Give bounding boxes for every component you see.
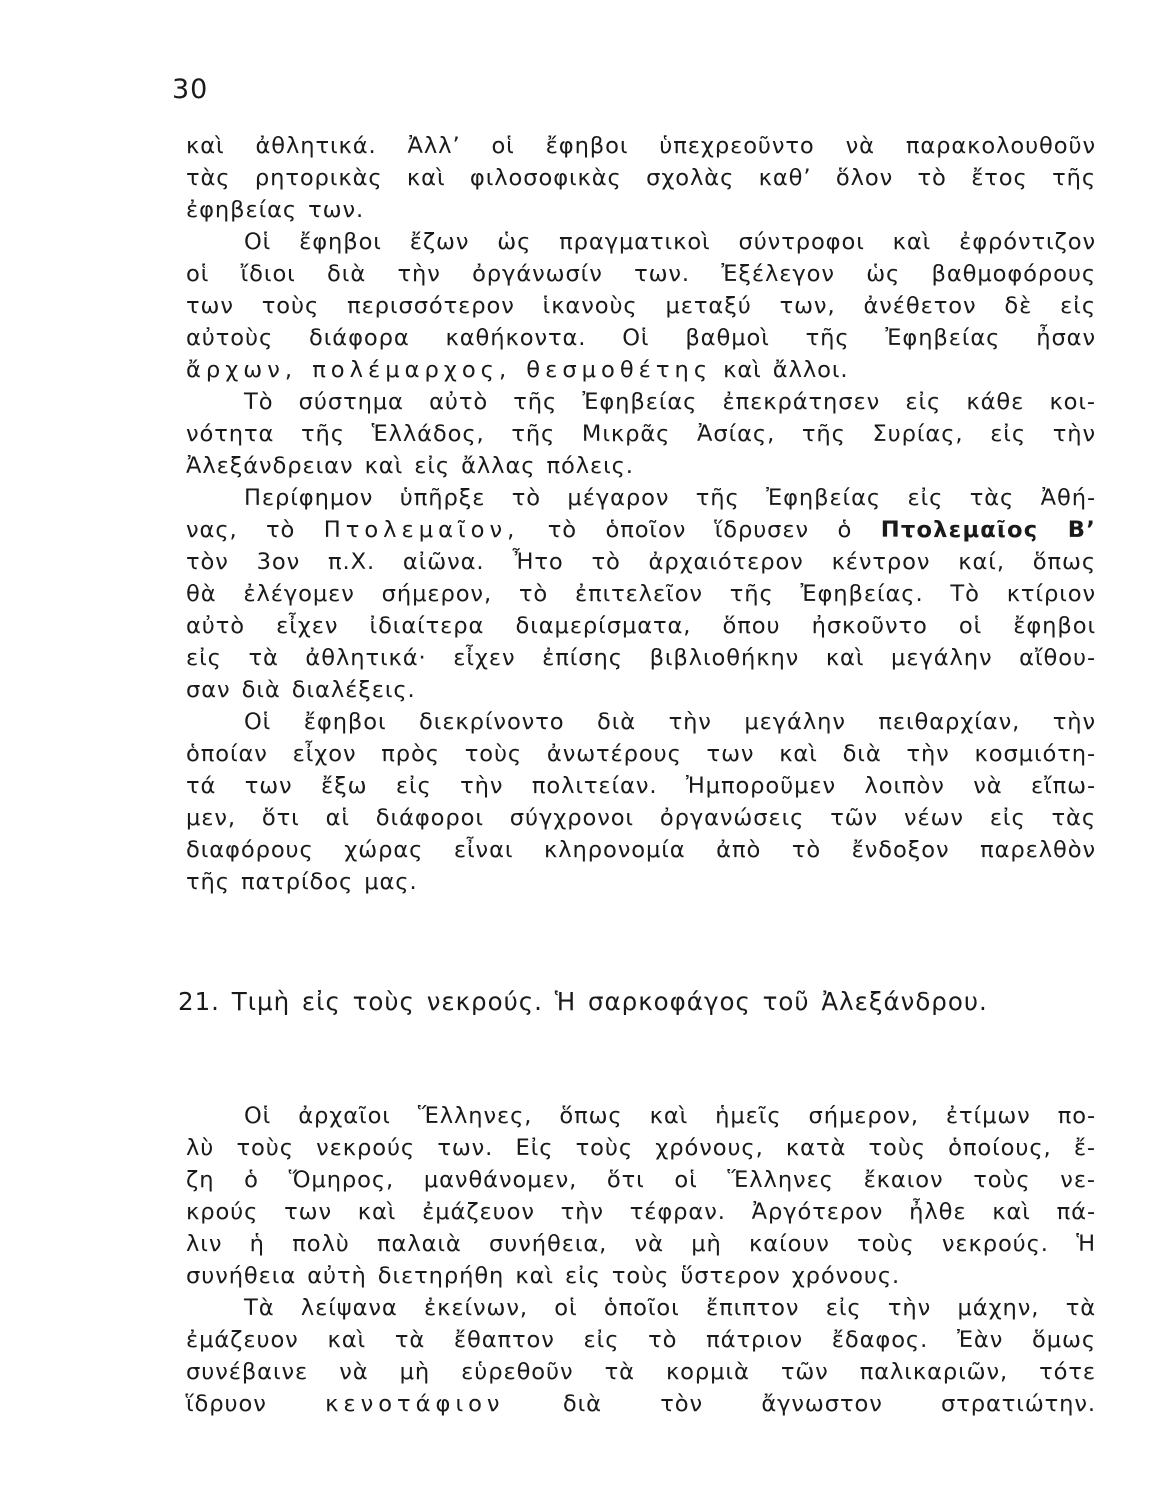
text-line [186,578,1096,610]
text-span: Τὸ σύστημα αὐτὸ τῆς Ἐφηβείας ἐπεκράτησεν εἰς κάθε κοι- [244,389,1096,415]
text-line [186,1228,1096,1260]
text-span: νότητα τῆς Ἑλλάδος, τῆς Μικρᾶς Ἀσίας, τῆς Συρίας, εἰς τὴν [186,421,1096,447]
text-span: των τοὺς περισσότερον ἱκανοὺς μεταξύ των, ἀνέθετον δὲ εἰς [186,293,1096,319]
text-span: θὰ ἐλέγομεν σήμερον, τὸ ἐπιτελεῖον τῆς Ἐφηβείας. Τὸ κτίριον [186,581,1096,607]
section-21-text [186,1100,1096,1420]
page-number: 30 [172,74,209,105]
text-span: Οἱ ἔφηβοι διεκρίνοντο διὰ τὴν μεγάλην πειθαρχίαν, τὴν [244,709,1096,735]
text-span: Περίφημον ὑπῆρξε τὸ μέγαρον τῆς Ἐφηβείας εἰς τὰς Ἀθή- [244,485,1096,511]
text-span: Τὰ λείψανα ἐκείνων, οἱ ὁποῖοι ἔπιπτον εἰς τὴν μάχην, τὰ [244,1295,1096,1321]
text-span: Οἱ ἀρχαῖοι Ἕλληνες, ὅπως καὶ ἡμεῖς σήμερον, ἐτίμων πο- [244,1103,1096,1129]
text-line [186,1324,1096,1356]
text-line [186,1260,1096,1292]
section-20-text [186,130,1096,898]
text-span: διὰ τὸν ἄγνωστον στρατιώτην. [504,1391,1096,1417]
text-line [186,290,1096,322]
text-line [186,162,1096,194]
text-span: ἐφηβείας των. [186,197,365,223]
text-span: κρούς των καὶ ἐμάζευον τὴν τέφραν. Ἀργότερον ἦλθε καὶ πά- [186,1199,1096,1225]
text-span: ὁποίαν εἶχον πρὸς τοὺς ἀνωτέρους των καὶ διὰ τὴν κοσμιότη- [186,741,1096,767]
text-line [186,1196,1096,1228]
text-span: συνήθεια αὐτὴ διετηρήθη καὶ εἰς τοὺς ὕστερον χρόνους. [186,1263,901,1289]
text-span: αὐτὸ εἶχεν ἰδιαίτερα διαμερίσματα, ὅπου ἠσκοῦντο οἱ ἔφηβοι [186,613,1096,639]
text-line [186,514,1096,546]
text-line [186,546,1096,578]
text-span: λιν ἡ πολὺ παλαιὰ συνήθεια, νὰ μὴ καίουν τοὺς νεκρούς. Ἡ [186,1231,1096,1257]
section-21-heading: 21. Τιμὴ εἰς τοὺς νεκρούς. Ἡ σαρκοφάγος τοῦ Ἀλεξάνδρου. [178,987,988,1016]
text-line [186,610,1096,642]
text-line [186,354,1096,386]
text-span: ζη ὁ Ὅμηρος, μανθάνομεν, ὅτι οἱ Ἕλληνες ἔκαιον τοὺς νε- [186,1167,1096,1193]
text-line [186,194,1096,226]
text-span: μεν, ὅτι αἱ διάφοροι σύγχρονοι ὀργανώσεις τῶν νέων εἰς τὰς [186,805,1096,831]
text-span: νας, τὸ [186,517,296,543]
text-line [186,386,1096,418]
text-line [186,1356,1096,1388]
text-line [186,322,1096,354]
text-line [186,482,1096,514]
text-span: τὸν 3ον π.Χ. αἰῶνα. Ἦτο τὸ ἀρχαιότερον κέντρον καί, ὅπως [186,549,1096,575]
text-span: ἄρχων, πολέμαρχος, θεσμοθέτης [186,357,713,383]
text-line [186,706,1096,738]
text-line [186,1292,1096,1324]
text-line [186,770,1096,802]
text-span: τὸ ὁποῖον ἵδρυσεν ὁ [519,517,881,543]
text-span: Πτολεμαῖος Β’ [880,517,1096,543]
text-span: ἐμάζευον καὶ τὰ ἔθαπτον εἰς τὸ πάτριον ἔδαφος. Ἐὰν ὅμως [186,1327,1096,1353]
text-span: κενοτάφιον [325,1391,505,1417]
text-line [186,1388,1096,1420]
text-line [186,674,1096,706]
text-line [186,1100,1096,1132]
text-line [186,258,1096,290]
text-span: Οἱ ἔφηβοι ἔζων ὡς πραγματικοὶ σύντροφοι καὶ ἐφρόντιζον [244,229,1096,255]
text-span: οἱ ἴδιοι διὰ τὴν ὀργάνωσίν των. Ἐξέλεγον ὡς βαθμοφόρους [186,261,1096,287]
text-span: αὐτοὺς διάφορα καθήκοντα. Οἱ βαθμοὶ τῆς Ἐφηβείας ἦσαν [186,325,1096,351]
text-line [186,450,1096,482]
text-span: λὺ τοὺς νεκρούς των. Εἰς τοὺς χρόνους, κατὰ τοὺς ὁποίους, ἔ- [186,1135,1096,1161]
text-line [186,226,1096,258]
text-span: εἰς τὰ ἀθλητικά· εἶχεν ἐπίσης βιβλιοθήκην καὶ μεγάλην αἴθου- [186,645,1096,671]
text-line [186,418,1096,450]
text-span: τῆς πατρίδος μας. [186,869,418,895]
text-span: Ἀλεξάνδρειαν καὶ εἰς ἄλλας πόλεις. [186,453,634,479]
text-span: καὶ ἄλλοι. [712,357,849,383]
text-span: διαφόρους χώρας εἶναι κληρονομία ἀπὸ τὸ ἔνδοξον παρελθὸν [186,837,1096,863]
text-span: συνέβαινε νὰ μὴ εὑρεθοῦν τὰ κορμιὰ τῶν παλικαριῶν, τότε [186,1359,1096,1385]
text-line [186,1164,1096,1196]
text-line [186,866,1096,898]
text-span: σαν διὰ διαλέξεις. [186,677,416,703]
text-span: ἵδρυον [186,1391,267,1417]
text-line [186,834,1096,866]
text-line [186,802,1096,834]
text-span: τὰς ρητορικὰς καὶ φιλοσοφικὰς σχολὰς καθ’ ὅλον τὸ ἔτος τῆς [186,165,1096,191]
text-line [186,1132,1096,1164]
text-line [186,738,1096,770]
text-span: τά των ἔξω εἰς τὴν πολιτείαν. Ἠμποροῦμεν λοιπὸν νὰ εἴπω- [186,773,1096,799]
text-span: Πτολεμαῖον, [323,517,520,543]
text-line [186,130,1096,162]
text-span: καὶ ἀθλητικά. Ἀλλ’ οἱ ἔφηβοι ὑπεχρεοῦντο νὰ παρακολουθοῦν [186,133,1096,159]
text-line [186,642,1096,674]
